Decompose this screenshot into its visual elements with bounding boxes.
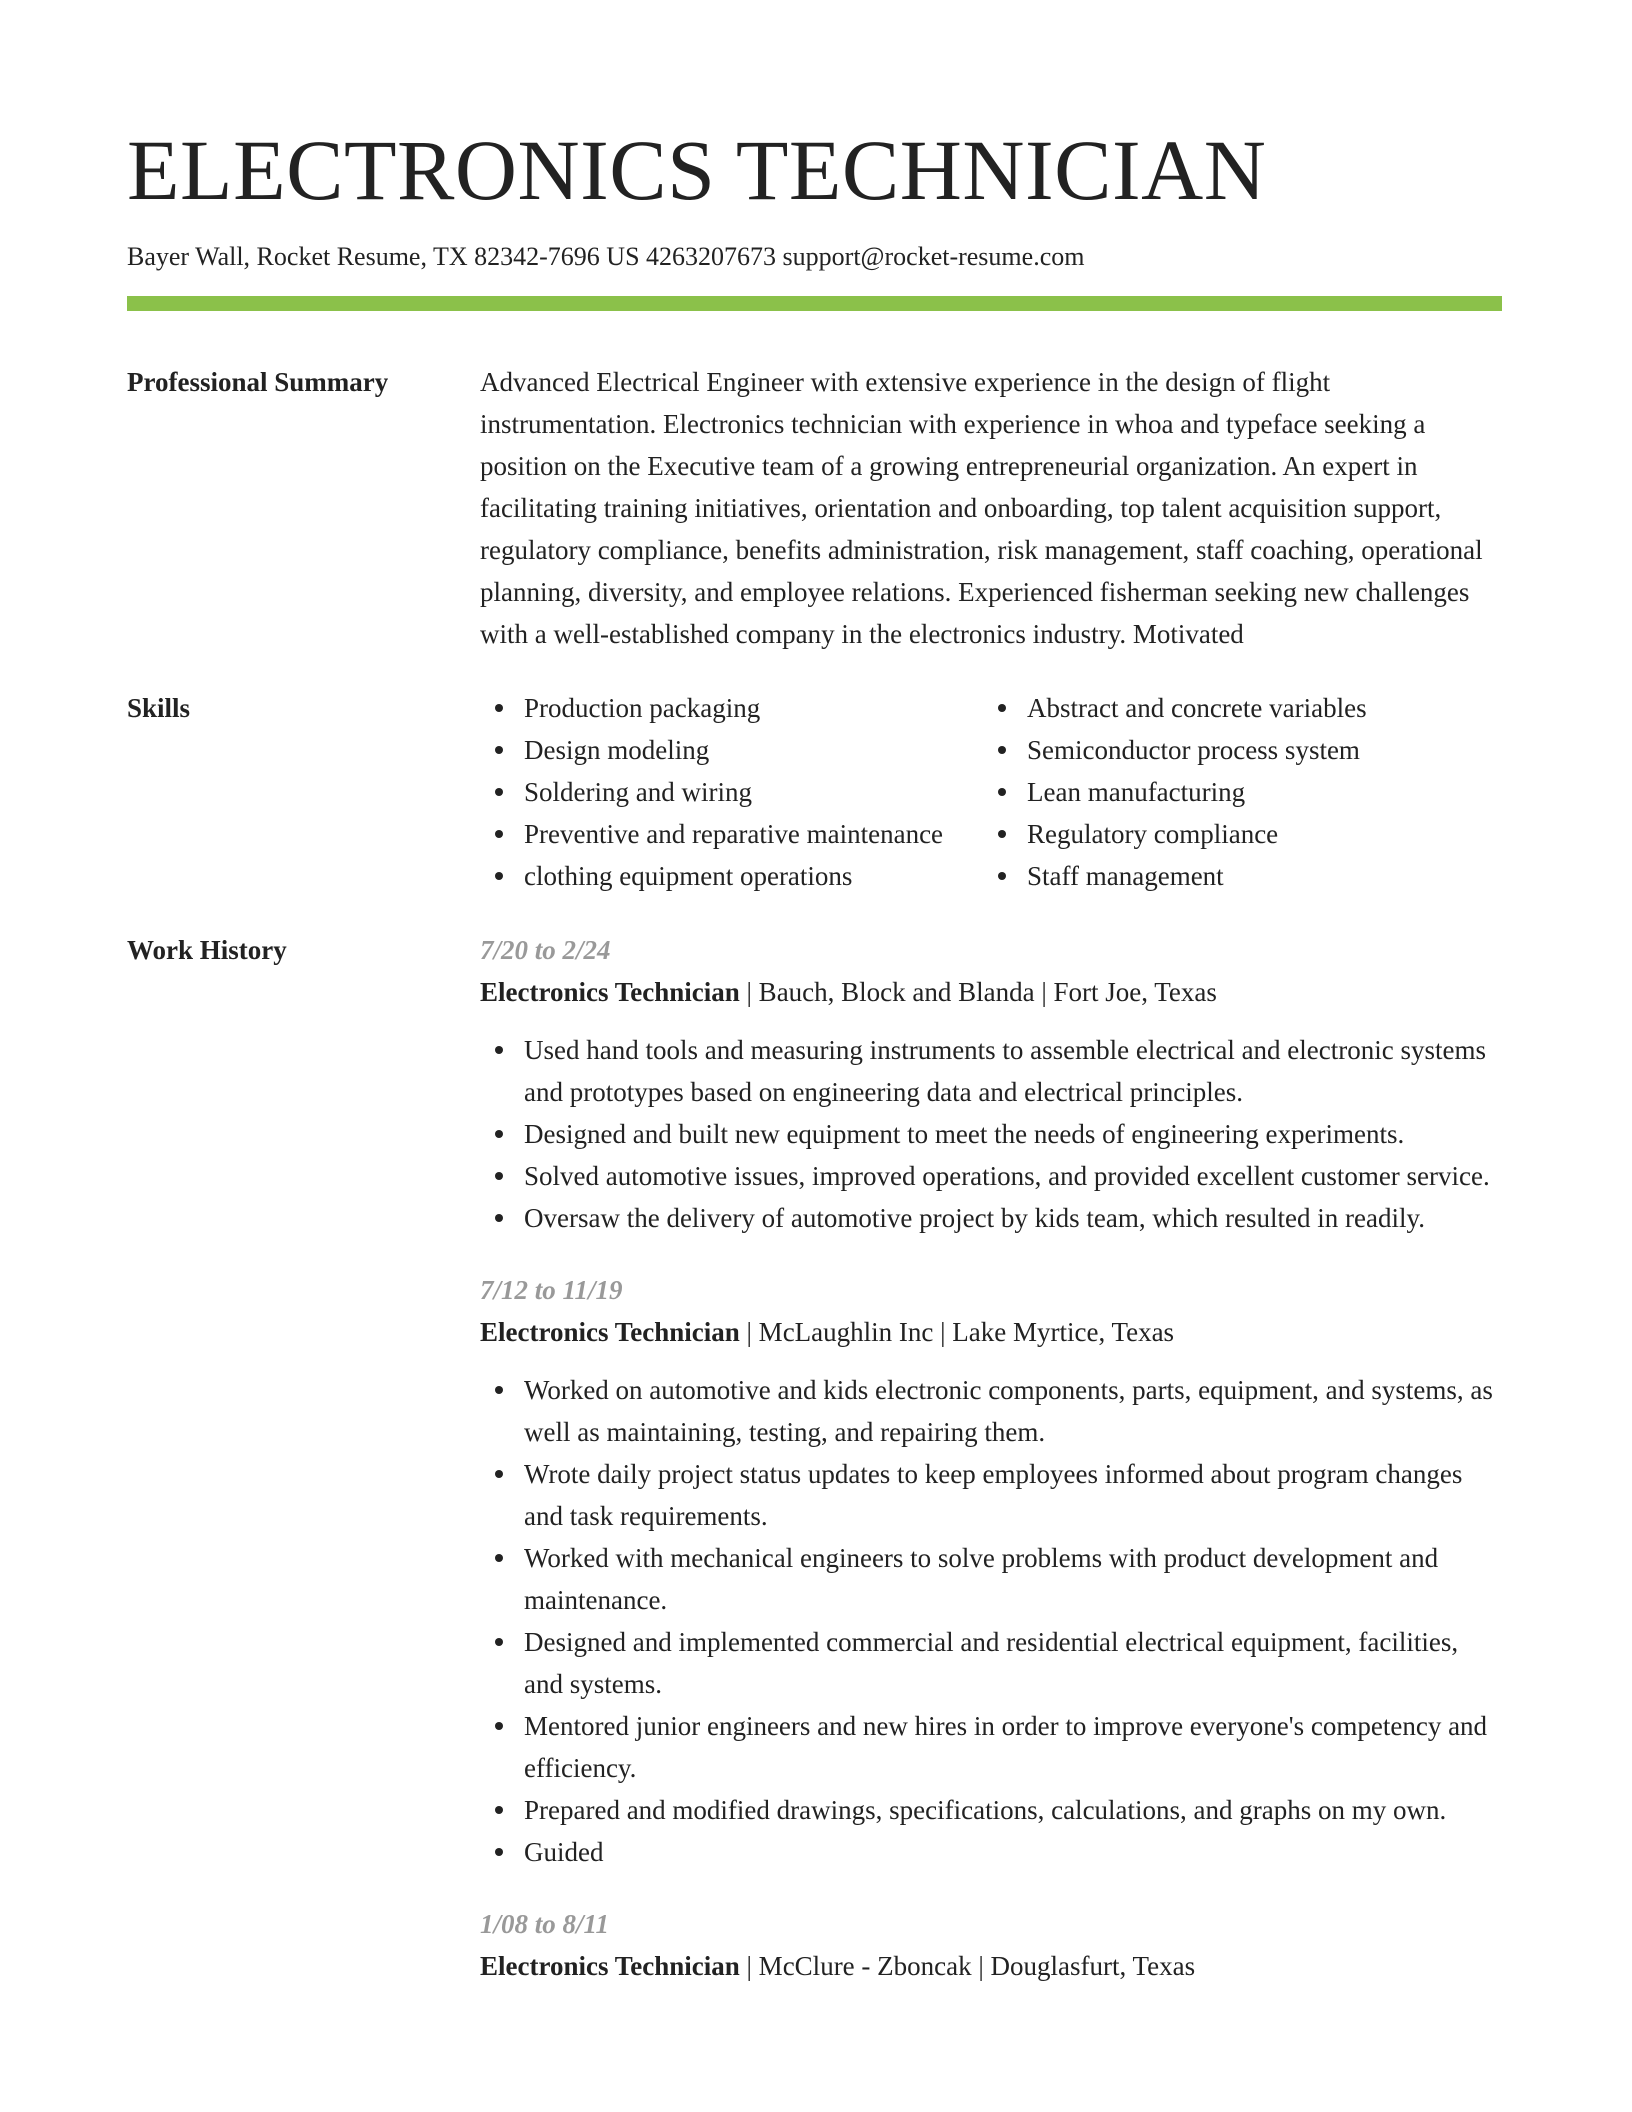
job-entry — [480, 1903, 1502, 1987]
job-employer-location: | McLaughlin Inc | Lake Myrtice, Texas — [739, 1317, 1175, 1347]
job-title: Electronics Technician — [480, 977, 740, 1007]
skill-item: Semiconductor process system — [983, 729, 1367, 771]
job-duties-list — [480, 1369, 1502, 1873]
job-duty-item: Solved automotive issues, improved operations, and provided excellent customer service. — [480, 1155, 1502, 1197]
job-entry — [480, 1269, 1502, 1873]
skills-grid — [480, 687, 1502, 897]
job-entry — [480, 929, 1502, 1239]
skill-item: Preventive and reparative maintenance — [480, 813, 983, 855]
section-heading-work-history: Work History — [127, 935, 287, 965]
professional-summary-section — [127, 361, 1502, 655]
skill-item: Lean manufacturing — [983, 771, 1367, 813]
skill-item: Staff management — [983, 855, 1367, 897]
job-heading — [480, 971, 1502, 1013]
skills-list-right — [983, 687, 1367, 897]
summary-body — [480, 361, 1502, 655]
job-title: Electronics Technician — [480, 1951, 740, 1981]
skills-section — [127, 687, 1502, 897]
job-duty-item: Worked with mechanical engineers to solve problems with product development and maintenance. — [480, 1537, 1502, 1621]
header-divider — [127, 296, 1502, 311]
contact-line: Bayer Wall, Rocket Resume, TX 82342-7696 US 4263207673 support@rocket-resume.com — [127, 242, 1085, 271]
skill-item: Abstract and concrete variables — [983, 687, 1367, 729]
job-heading — [480, 1945, 1502, 1987]
section-heading-skills: Skills — [127, 693, 191, 723]
job-dates: 7/12 to 11/19 — [480, 1275, 623, 1305]
skill-item: Production packaging — [480, 687, 983, 729]
work-history-body — [480, 929, 1502, 2017]
skills-list-left — [480, 687, 983, 897]
work-history-section — [127, 929, 1502, 2017]
job-duty-item: Wrote daily project status updates to keep employees informed about program changes and task requirements. — [480, 1453, 1502, 1537]
job-duty-item: Designed and implemented commercial and residential electrical equipment, facilities, and systems. — [480, 1621, 1502, 1705]
job-employer-location: | Bauch, Block and Blanda | Fort Joe, Texas — [739, 977, 1217, 1007]
job-title: Electronics Technician — [480, 1317, 740, 1347]
job-heading — [480, 1311, 1502, 1353]
summary-text: Advanced Electrical Engineer with extensive experience in the design of flight instrumentation. Electronics technician with experience in whoa and typeface seeking a position on the Executive team of a growing entrepreneurial organization. An expert in facilitating training initiatives, orientation and onboarding, top talent acquisition support, regulatory compliance, benefits administration, risk management, staff coaching, operational planning, diversity, and employee relations. Experienced fisherman seeking new challenges with a well-established company in the electronics industry. Motivated — [480, 367, 1483, 649]
skill-item: Regulatory compliance — [983, 813, 1367, 855]
skill-item: Design modeling — [480, 729, 983, 771]
job-duty-item: Oversaw the delivery of automotive project by kids team, which resulted in readily. — [480, 1197, 1502, 1239]
job-duty-item: Used hand tools and measuring instruments to assemble electrical and electronic systems and prototypes based on engineering data and electrical principles. — [480, 1029, 1502, 1113]
skill-item: Soldering and wiring — [480, 771, 983, 813]
job-duties-list — [480, 1029, 1502, 1239]
job-duty-item: Mentored junior engineers and new hires in order to improve everyone's competency and efficiency. — [480, 1705, 1502, 1789]
job-duty-item: Designed and built new equipment to meet the needs of engineering experiments. — [480, 1113, 1502, 1155]
skills-body — [480, 687, 1502, 897]
job-dates: 7/20 to 2/24 — [480, 935, 611, 965]
job-dates: 1/08 to 8/11 — [480, 1909, 610, 1939]
section-heading-summary: Professional Summary — [127, 367, 389, 397]
skill-item: clothing equipment operations — [480, 855, 983, 897]
resume-page — [127, 0, 1502, 2017]
resume-title: ELECTRONICS TECHNICIAN — [127, 122, 1267, 218]
job-employer-location: | McClure - Zboncak | Douglasfurt, Texas — [739, 1951, 1196, 1981]
job-duty-item: Worked on automotive and kids electronic components, parts, equipment, and systems, as well as maintaining, testing, and repairing them. — [480, 1369, 1502, 1453]
job-duty-item: Guided — [480, 1831, 1502, 1873]
job-duty-item: Prepared and modified drawings, specifications, calculations, and graphs on my own. — [480, 1789, 1502, 1831]
